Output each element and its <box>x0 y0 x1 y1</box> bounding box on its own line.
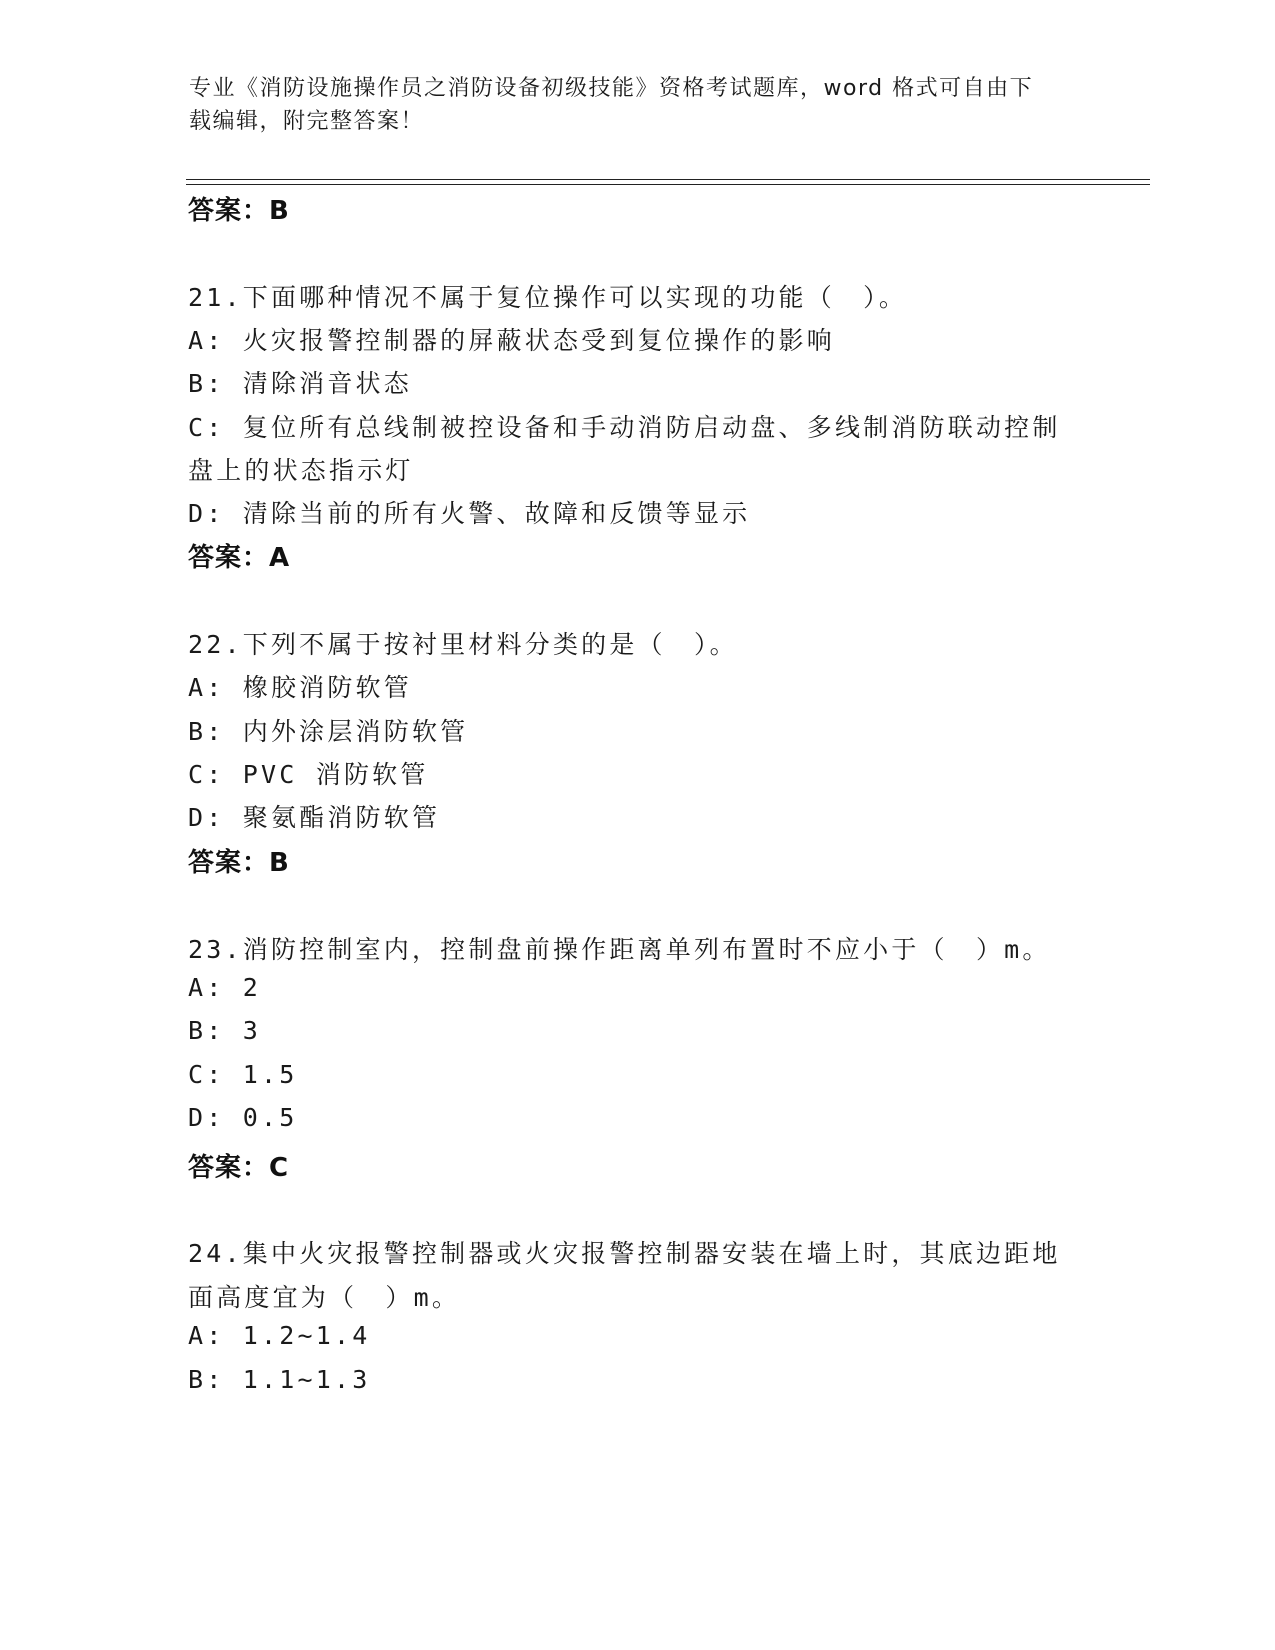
question-24-stem-cont: 面高度宜为（ ）m。 <box>188 1283 461 1312</box>
question-23-stem: 23.消防控制室内，控制盘前操作距离单列布置时不应小于（ ）m。 <box>188 935 1051 964</box>
question-21-option-c: C: 复位所有总线制被控设备和手动消防启动盘、多线制消防联动控制 <box>188 413 1061 442</box>
question-24-option-a: A: 1.2~1.4 <box>188 1321 371 1350</box>
question-24-option-b: B: 1.1~1.3 <box>188 1365 371 1394</box>
question-21-option-c-cont: 盘上的状态指示灯 <box>188 456 414 485</box>
question-21-option-b: B: 清除消音状态 <box>188 369 412 398</box>
question-23-option-d: D: 0.5 <box>188 1103 298 1132</box>
question-21-answer: 答案：A <box>188 543 291 573</box>
question-22-option-d: D: 聚氨酯消防软管 <box>188 803 441 832</box>
question-23-option-c: C: 1.5 <box>188 1060 298 1089</box>
question-22-option-a: A: 橡胶消防软管 <box>188 673 412 702</box>
question-21-option-a: A: 火灾报警控制器的屏蔽状态受到复位操作的影响 <box>188 326 835 355</box>
previous-answer: 答案：B <box>188 196 290 226</box>
document-header <box>189 72 1069 138</box>
question-21-option-d: D: 清除当前的所有火警、故障和反馈等显示 <box>188 499 751 528</box>
question-21-stem: 21.下面哪种情况不属于复位操作可以实现的功能（ ）。 <box>188 283 908 312</box>
question-22-option-c: C: PVC 消防软管 <box>188 760 429 789</box>
question-22-option-b: B: 内外涂层消防软管 <box>188 717 469 746</box>
question-22-stem: 22.下列不属于按衬里材料分类的是（ ）。 <box>188 630 738 659</box>
header-line-2: 载编辑，附完整答案！ <box>189 109 425 134</box>
question-23-answer: 答案：C <box>188 1153 290 1183</box>
question-24-stem: 24.集中火灾报警控制器或火灾报警控制器安装在墙上时，其底边距地 <box>188 1239 1061 1268</box>
header-rule-top <box>186 179 1150 180</box>
header-rule-bottom <box>186 184 1150 185</box>
question-23-option-a: A: 2 <box>188 973 262 1002</box>
question-22-answer: 答案：B <box>188 848 290 878</box>
header-line-1: 专业《消防设施操作员之消防设备初级技能》资格考试题库，word 格式可自由下 <box>189 76 1034 101</box>
question-23-option-b: B: 3 <box>188 1016 262 1045</box>
